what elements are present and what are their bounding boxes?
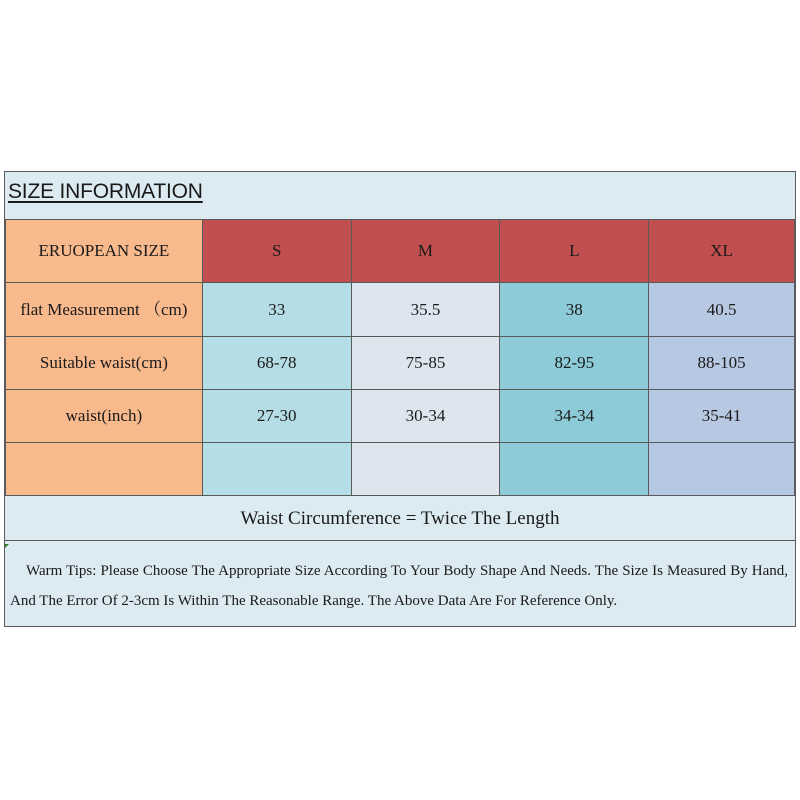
table-cell: [351, 443, 500, 496]
size-s: S: [202, 220, 351, 283]
row-label-waist-inch: waist(inch): [6, 390, 203, 443]
table-cell: 27-30: [202, 390, 351, 443]
table-cell: [202, 443, 351, 496]
corner-marker: [5, 544, 9, 548]
table-row-empty: [6, 443, 795, 496]
table-cell: [500, 443, 649, 496]
row-label-suitable-waist: Suitable waist(cm): [6, 337, 203, 390]
table-cell: 35-41: [649, 390, 795, 443]
warm-tips-text: Warm Tips: Please Choose The Appropriate Size According To Your Body Shape And Needs. The Size Is Measured By Hand, And The Error Of 2-3cm Is Within The Reasonable Range. The Above Data Are For Reference Only.: [10, 563, 788, 609]
table-cell: [649, 443, 795, 496]
size-xl: XL: [649, 220, 795, 283]
table-cell: 35.5: [351, 283, 500, 337]
size-chart: [4, 171, 796, 627]
table-cell: 88-105: [649, 337, 795, 390]
table-row: [6, 390, 795, 443]
table-cell: 40.5: [649, 283, 795, 337]
table-cell: 30-34: [351, 390, 500, 443]
header-label: ERUOPEAN SIZE: [6, 220, 203, 283]
table-row: [6, 337, 795, 390]
table-cell: 82-95: [500, 337, 649, 390]
header-row: [6, 220, 795, 283]
row-label-flat-measurement: flat Measurement （cm): [6, 283, 203, 337]
size-l: L: [500, 220, 649, 283]
table-cell: 34-34: [500, 390, 649, 443]
table-cell: 68-78: [202, 337, 351, 390]
row-label-empty: [6, 443, 203, 496]
waist-formula-note: Waist Circumference = Twice The Length: [5, 497, 795, 541]
table-row: [6, 283, 795, 337]
table-cell: 38: [500, 283, 649, 337]
table-cell: 75-85: [351, 337, 500, 390]
size-information-title: SIZE INFORMATION: [8, 180, 203, 203]
size-table: [5, 219, 795, 496]
table-cell: 33: [202, 283, 351, 337]
size-m: M: [351, 220, 500, 283]
